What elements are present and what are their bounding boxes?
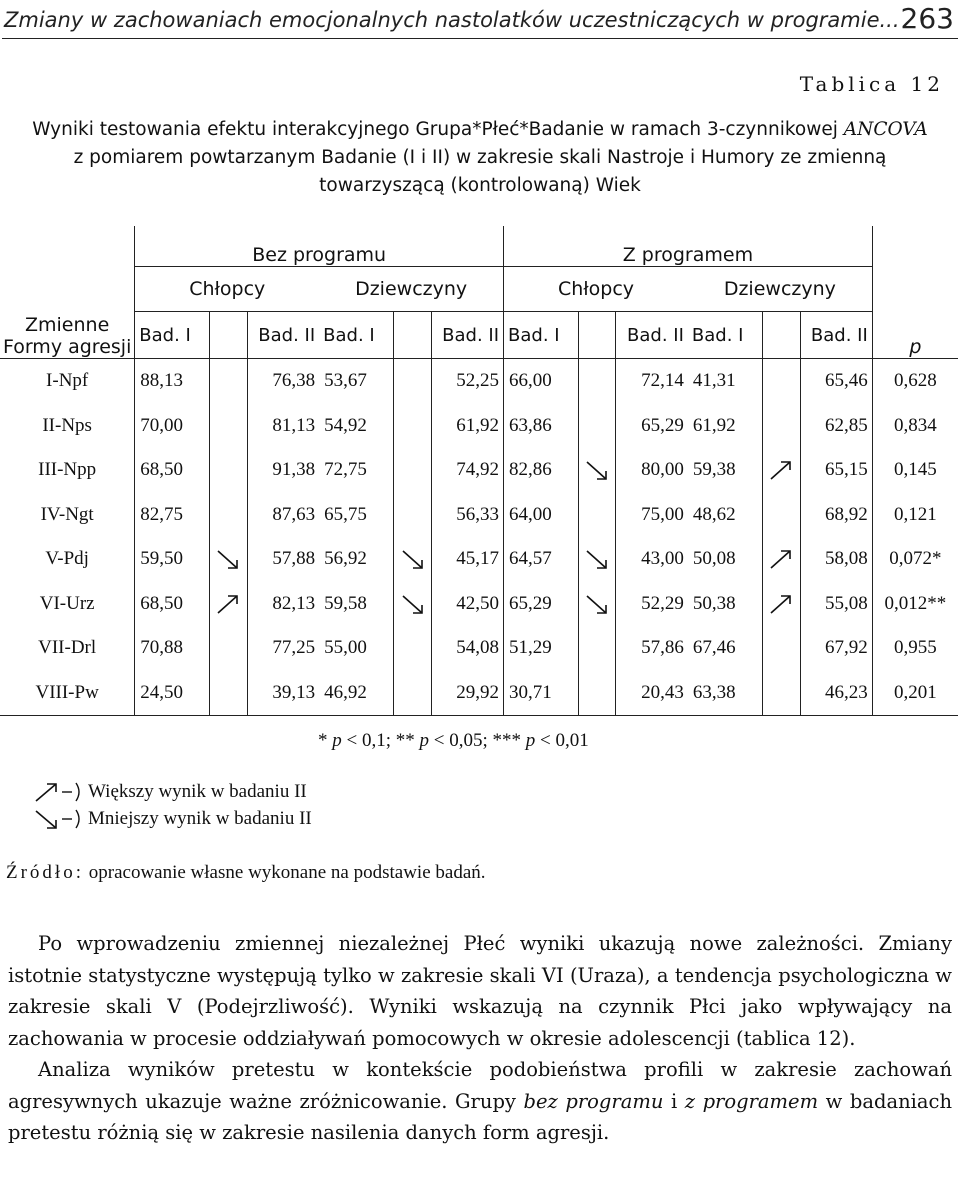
cell-bad1: 24,50 [135, 671, 210, 716]
cell-bad1: 59,58 [324, 592, 367, 614]
cell-bad2: 54,08 [432, 626, 504, 671]
cell-bad2: 29,92 [432, 671, 504, 716]
arrow-column-header [578, 312, 616, 359]
cell-bad1: 64,00 [509, 503, 552, 525]
arrow-cell [394, 404, 432, 449]
bad2-header: Bad. II [258, 324, 316, 346]
cell-bad1: 88,13 [135, 359, 210, 404]
cell-bad1: 50,38 [692, 592, 736, 614]
arrow-down-icon [578, 582, 616, 627]
cell-bad1: 56,92 [324, 548, 367, 570]
cell-bad1: 72,75 [324, 459, 367, 481]
cell-bad1: 51,29 [509, 637, 552, 659]
arrow-cell [394, 448, 432, 493]
bad2-header: Bad. II [810, 324, 868, 346]
cell-bad2: 67,92 [825, 637, 868, 659]
row-variable: V-Pdj [0, 537, 135, 582]
cell-bad2: 65,15 [825, 459, 868, 481]
running-title: Zmiany w zachowaniach emocjonalnych nastolatków uczestniczących w programie... [4, 8, 900, 32]
boys-header-1: Chłopcy [135, 267, 319, 312]
cell-bad2: 20,43 [616, 671, 688, 716]
cell-bad2: 61,92 [432, 404, 504, 449]
table-body [0, 359, 958, 716]
arrow-up-icon [763, 582, 801, 627]
cell-bad2: 75,00 [641, 503, 684, 525]
cell-bad1: 63,38 [688, 671, 763, 716]
results-table [0, 226, 958, 716]
cell-bad2: 42,50 [432, 582, 504, 627]
cell-bad2: 65,46 [800, 359, 872, 404]
row-variable: II-Nps [0, 404, 135, 449]
cell-p-value: 0,072* [872, 537, 958, 582]
girls-header-2: Dziewczyny [688, 267, 872, 312]
source-label: Źródło: [6, 862, 84, 883]
caption-line-1: Wyniki testowania efektu interakcyjnego Grupa*Płeć*Badanie w ramach 3-czynnikowej ANCOVA [32, 119, 928, 140]
arrow-cell [763, 671, 801, 716]
cell-p-value: 0,955 [872, 626, 958, 671]
cell-bad1: 59,38 [692, 459, 736, 481]
cell-bad2: 43,00 [641, 548, 684, 570]
arrow-cell [394, 671, 432, 716]
paragraph-2: Analiza wyników pretestu w kontekście podobieństwa profili w zakresie zachowań agresywnych ukazuje ważne zróżnicowanie. Grupy bez programu i z programem w badaniach pretestu różnią się w zakresie nasilenia danych form agresji. [8, 1058, 952, 1144]
arrow-cell [763, 626, 801, 671]
cell-bad1: 50,08 [692, 548, 736, 570]
arrow-cell [210, 626, 248, 671]
cell-bad2: 62,85 [825, 414, 868, 436]
cell-bad1: 55,00 [324, 637, 367, 659]
legend-down: Mniejszy wynik w badaniu II [34, 805, 312, 832]
cell-bad1: 68,50 [140, 459, 184, 481]
table-caption [10, 116, 950, 200]
bad1-header: Bad. I [323, 324, 375, 346]
cell-p-value: 0,201 [872, 671, 958, 716]
row-variable: I-Npf [0, 359, 135, 404]
bad1-header: Bad. I [508, 324, 560, 346]
cell-bad2: 74,92 [432, 448, 504, 493]
arrow-up-icon [34, 781, 86, 803]
cell-bad1: 63,86 [509, 414, 552, 436]
cell-bad2: 52,25 [432, 359, 504, 404]
cell-bad1: 65,75 [324, 503, 367, 525]
cell-bad2: 87,63 [272, 503, 316, 525]
cell-bad1: 59,50 [140, 548, 184, 570]
cell-bad1: 82,86 [509, 459, 552, 481]
cell-bad2: 57,88 [272, 548, 316, 570]
arrow-cell [394, 493, 432, 538]
bad2-header: Bad. II [432, 312, 504, 359]
cell-bad2: 68,92 [825, 503, 868, 525]
cell-bad1: 53,67 [319, 359, 394, 404]
cell-bad1: 65,29 [509, 592, 552, 614]
arrow-down-icon [578, 537, 616, 582]
table-label: Tablica 12 [799, 72, 944, 96]
table-row [0, 537, 958, 582]
cell-bad2: 77,25 [272, 637, 316, 659]
cell-bad1: 61,92 [692, 414, 736, 436]
caption-ancova: ANCOVA [843, 119, 928, 140]
cell-bad2: 80,00 [641, 459, 684, 481]
running-head [2, 2, 958, 39]
cell-bad2: 91,38 [272, 459, 316, 481]
cell-bad1: 70,00 [140, 414, 184, 436]
table-row [0, 582, 958, 627]
row-variable: VIII-Pw [0, 671, 135, 716]
cell-bad1: 41,31 [688, 359, 763, 404]
arrow-down-icon [394, 537, 432, 582]
arrow-column-header [210, 312, 248, 359]
page-number: 263 [900, 2, 954, 35]
boys-header-2: Chłopcy [504, 267, 688, 312]
caption-line-2: z pomiarem powtarzanym Badanie (I i II) w zakresie skali Nastroje i Humory ze zmienną [73, 147, 887, 168]
cell-bad1: 46,92 [319, 671, 394, 716]
arrow-up-icon [763, 537, 801, 582]
arrow-cell [763, 493, 801, 538]
cell-p-value: 0,012** [872, 582, 958, 627]
arrow-down-icon [210, 537, 248, 582]
body-text [8, 928, 952, 1149]
cell-bad2: 65,29 [641, 414, 684, 436]
bad1-header: Bad. I [691, 324, 744, 346]
arrow-cell [763, 404, 801, 449]
cell-bad1: 54,92 [324, 414, 367, 436]
variables-header: Zmienne Formy agresji [0, 226, 135, 359]
cell-bad2: 46,23 [800, 671, 872, 716]
cell-bad2: 45,17 [432, 537, 504, 582]
arrow-cell [578, 404, 616, 449]
arrow-cell [210, 671, 248, 716]
arrow-cell [210, 404, 248, 449]
cell-bad1: 68,50 [140, 592, 184, 614]
arrow-cell [578, 671, 616, 716]
arrow-cell [210, 448, 248, 493]
arrow-down-icon [394, 582, 432, 627]
cell-bad2: 39,13 [247, 671, 319, 716]
arrow-cell [578, 359, 616, 404]
cell-bad1: 66,00 [504, 359, 579, 404]
cell-bad2: 55,08 [825, 592, 868, 614]
bad1-header: Bad. I [139, 324, 191, 346]
caption-line-3: towarzyszącą (kontrolowaną) Wiek [319, 175, 641, 196]
cell-p-value: 0,145 [872, 448, 958, 493]
row-variable: VI-Urz [0, 582, 135, 627]
table-row [0, 671, 958, 716]
arrow-cell [394, 359, 432, 404]
cell-p-value: 0,121 [872, 493, 958, 538]
cell-bad1: 82,75 [140, 503, 184, 525]
arrow-cell [763, 359, 801, 404]
cell-bad2: 82,13 [272, 592, 316, 614]
row-variable: III-Npp [0, 448, 135, 493]
cell-bad1: 67,46 [692, 637, 736, 659]
arrow-up-icon [210, 582, 248, 627]
cell-bad2: 57,86 [641, 637, 684, 659]
paragraph-1: Po wprowadzeniu zmiennej niezależnej Płeć wyniki ukazują nowe zależności. Zmiany istotnie statystyczne występują tylko w zakresie skali VI (Uraza), a tendencja psychologiczna w zakresie skali V (Podejrzliwość). Wyniki wskazują na czynnik Płci jako wpływający na zachowania w procesie oddziaływań pomocowych w okresie adolescencji (tablica 12). [8, 932, 952, 1050]
arrow-column-header [763, 312, 801, 359]
girls-header-1: Dziewczyny [319, 267, 503, 312]
table-row [0, 493, 958, 538]
cell-bad1: 48,62 [692, 503, 736, 525]
arrow-cell [578, 626, 616, 671]
cell-p-value: 0,628 [872, 359, 958, 404]
cell-bad2: 58,08 [825, 548, 868, 570]
cell-bad2: 52,29 [641, 592, 684, 614]
arrow-down-icon [34, 808, 86, 830]
p-header: p [872, 226, 958, 359]
arrow-down-icon [578, 448, 616, 493]
cell-bad2: 76,38 [247, 359, 319, 404]
table-row [0, 359, 958, 404]
source-line: Źródło: opracowanie własne wykonane na podstawie badań. [6, 862, 486, 883]
legend-up: Większy wynik w badaniu II [34, 778, 312, 805]
arrow-cell [210, 493, 248, 538]
table-row [0, 404, 958, 449]
arrow-column-header [394, 312, 432, 359]
row-variable: VII-Drl [0, 626, 135, 671]
arrow-cell [578, 493, 616, 538]
group-without-program: Bez programu [135, 226, 504, 267]
table-row [0, 626, 958, 671]
group-with-program: Z programem [504, 226, 873, 267]
arrow-up-icon [763, 448, 801, 493]
cell-bad2: 72,14 [616, 359, 688, 404]
arrow-cell [394, 626, 432, 671]
significance-note: * p < 0,1; ** p < 0,05; *** p < 0,01 [318, 730, 589, 751]
bad2-header: Bad. II [627, 324, 684, 346]
cell-bad2: 81,13 [272, 414, 316, 436]
cell-p-value: 0,834 [872, 404, 958, 449]
cell-bad1: 64,57 [509, 548, 552, 570]
row-variable: IV-Ngt [0, 493, 135, 538]
arrow-legend [34, 778, 312, 832]
cell-bad1: 70,88 [140, 637, 184, 659]
arrow-cell [210, 359, 248, 404]
cell-bad2: 56,33 [432, 493, 504, 538]
cell-bad1: 30,71 [504, 671, 579, 716]
table-row [0, 448, 958, 493]
